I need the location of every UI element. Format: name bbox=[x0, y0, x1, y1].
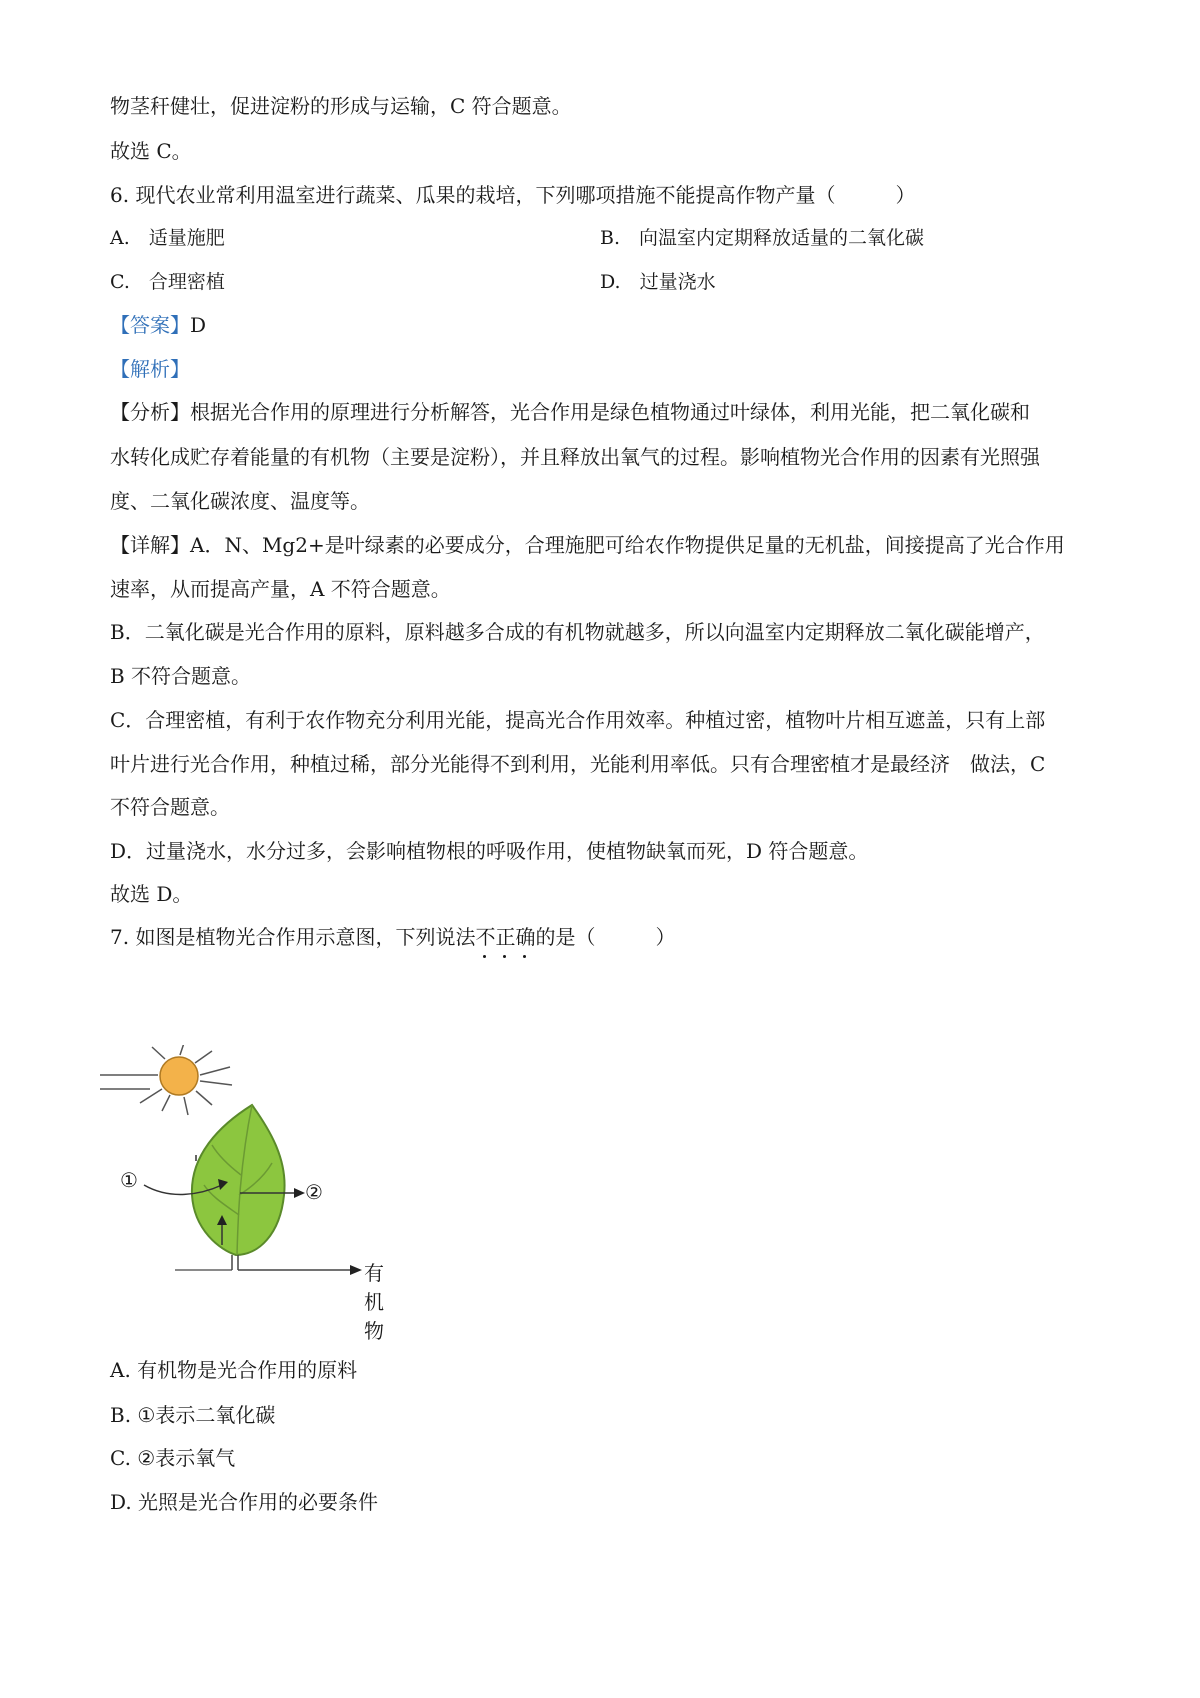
leaf-diagram bbox=[100, 1045, 400, 1285]
q6-option-b: B. 向温室内定期释放适量的二氧化碳 bbox=[600, 227, 925, 249]
q7-text-post: 的是（ ） bbox=[535, 925, 676, 949]
q6-option-d: D. 过量浇水 bbox=[600, 271, 716, 293]
text-line: 不符合题意。 bbox=[110, 795, 230, 819]
emphasis-dot bbox=[483, 955, 486, 958]
text-line: 水转化成贮存着能量的有机物（主要是淀粉），并且释放出氧气的过程。影响植物光合作用的因素有光照强 bbox=[110, 445, 1040, 469]
answer-tag: 【答案】 bbox=[110, 313, 190, 337]
text-line: 故选 D。 bbox=[110, 882, 193, 906]
text-line: B．二氧化碳是光合作用的原料，原料越多合成的有机物就越多，所以向温室内定期释放二氧化碳能增产， bbox=[110, 620, 1045, 644]
text-line: 【分析】根据光合作用的原理进行分析解答，光合作用是绿色植物通过叶绿体，利用光能，把二氧化碳和 bbox=[110, 400, 1030, 424]
q7-option-c: C. ②表示氧气 bbox=[110, 1446, 236, 1470]
answer-value: D bbox=[190, 313, 207, 337]
question-6: 6. 现代农业常利用温室进行蔬菜、瓜果的栽培，下列哪项措施不能提高作物产量（ ） bbox=[110, 183, 916, 207]
q7-option-d: D. 光照是光合作用的必要条件 bbox=[110, 1490, 379, 1514]
q7-option-a: A. 有机物是光合作用的原料 bbox=[110, 1358, 358, 1382]
figure-label-1: ① bbox=[120, 1168, 138, 1192]
text-line: B 不符合题意。 bbox=[110, 664, 252, 688]
text-line: C．合理密植，有利于农作物充分利用光能，提高光合作用效率。种植过密，植物叶片相互遮盖，只有上部 bbox=[110, 708, 1046, 732]
q7-text-pre: 7. 如图是植物光合作用示意图，下列说法 bbox=[110, 925, 476, 949]
text-line: 度、二氧化碳浓度、温度等。 bbox=[110, 489, 370, 513]
q6-option-c: C. 合理密植 bbox=[110, 271, 225, 293]
text-line: 故选 C。 bbox=[110, 139, 192, 163]
figure-label-2: ② bbox=[305, 1180, 323, 1204]
text-line: 【详解】A．N、Mg2+是叶绿素的必要成分，合理施肥可给农作物提供足量的无机盐，间接提高了光合作用 bbox=[110, 533, 1065, 557]
q7-emphasis-text: 不正确 bbox=[475, 925, 536, 949]
text-line: 速率，从而提高产量，A 不符合题意。 bbox=[110, 577, 451, 601]
text-line: 物茎秆健壮，促进淀粉的形成与运输，C 符合题意。 bbox=[110, 94, 572, 118]
emphasis-dot bbox=[503, 955, 506, 958]
q7-emphasis bbox=[475, 925, 535, 949]
sun-icon bbox=[160, 1057, 198, 1095]
question-7 bbox=[110, 923, 675, 951]
photosynthesis-figure bbox=[100, 1045, 400, 1343]
answer-line bbox=[110, 311, 206, 339]
text-line: D．过量浇水，水分过多，会影响植物根的呼吸作用，使植物缺氧而死，D 符合题意。 bbox=[110, 839, 869, 863]
q7-option-b: B. ①表示二氧化碳 bbox=[110, 1403, 276, 1427]
q6-option-a: A. 适量施肥 bbox=[110, 227, 225, 249]
analysis-tag: 【解析】 bbox=[110, 357, 190, 381]
text-line: 叶片进行光合作用，种植过稀，部分光能得不到利用，光能利用率低。只有合理密植才是最经济 做法，C bbox=[110, 752, 1046, 776]
emphasis-dot bbox=[523, 955, 526, 958]
figure-label-organic: 有机物 bbox=[364, 1261, 384, 1343]
